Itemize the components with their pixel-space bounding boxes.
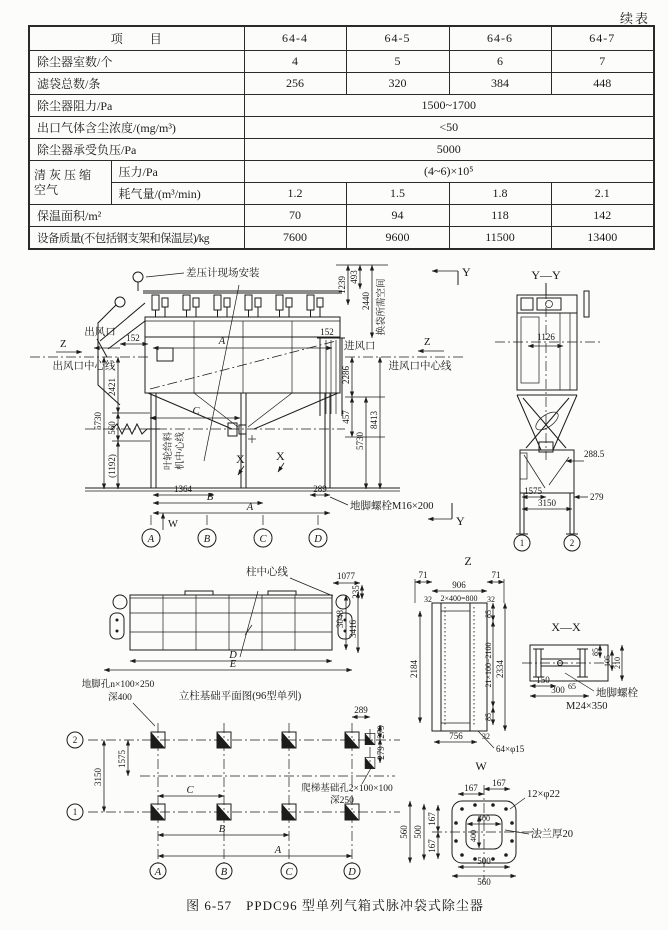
continued-table-label: 续表 [619, 11, 650, 26]
row-label: 保温面积/m² [29, 205, 244, 227]
hole-note: 64×φ15 [496, 744, 525, 754]
main-elevation-view [30, 265, 471, 547]
dim-label: 289 [354, 705, 368, 715]
dim-label: 152 [320, 327, 334, 337]
dim-label: 150 [536, 675, 550, 685]
table-cell: 4 [244, 51, 346, 73]
dim-label: 32 [487, 595, 495, 604]
table-row [29, 73, 654, 95]
table-cell: 142 [551, 205, 654, 227]
table-row [29, 51, 654, 73]
dim-label: 5730 [355, 432, 365, 450]
table-row [29, 95, 654, 117]
grid-bubble-d: D [348, 867, 356, 878]
dim-label: 289 [313, 484, 327, 494]
dim-label: 300 [551, 685, 565, 695]
dim-label: 105 [603, 655, 612, 667]
row-sublabel: 耗气量/(m³/min) [111, 183, 244, 205]
foundation-plan [67, 705, 400, 879]
hole-note: 12×φ22 [527, 789, 560, 800]
w-flange-view [399, 759, 573, 887]
dim-label: (1192) [107, 454, 117, 478]
dim-label: 32 [424, 595, 432, 604]
dim-label: 2286 [341, 366, 351, 384]
dim-label: 560 [477, 877, 491, 887]
dim-letter: A [218, 336, 226, 347]
dim-letter: C [186, 785, 194, 796]
dim-label: 1364 [174, 484, 192, 494]
anchor-hole-note: 地脚孔n×100×250 [81, 680, 155, 690]
xx-detail-view [522, 620, 638, 712]
table-cell-span: 5000 [244, 139, 654, 161]
dim-label: 1575 [117, 750, 127, 768]
dim-label: 288.5 [584, 449, 605, 459]
dim-label: 152 [126, 333, 140, 343]
table-cell: 5 [346, 51, 449, 73]
grid-bubble-2: 2 [72, 735, 78, 745]
row-label: 除尘器承受负压/Pa [29, 139, 244, 161]
dim-label: 1575 [524, 486, 542, 496]
ladder-hole-note: 深250 [330, 796, 354, 806]
group-label-line1: 清 灰 压 缩 [34, 167, 92, 182]
table-cell: 384 [449, 73, 551, 95]
dim-label: 5730 [93, 412, 103, 430]
outlet-centerline-label: 出风口中心线 [52, 361, 116, 372]
grid-bubble-2: 2 [569, 538, 575, 548]
table-cell: 118 [449, 205, 551, 227]
table-cell: 1.8 [449, 183, 551, 205]
anchor-bolt-size: M24×350 [566, 701, 608, 712]
dim-label: 21×100=2100 [484, 642, 493, 688]
table-cell: 70 [244, 205, 346, 227]
header-item: 项 目 [29, 26, 244, 51]
dim-label: 71 [491, 570, 501, 580]
grid-bubble-1: 1 [72, 807, 78, 817]
table-row [29, 161, 654, 183]
table-row [29, 139, 654, 161]
dim-label: 493 [349, 270, 359, 284]
dim-letter: C [192, 406, 200, 417]
table-row [29, 205, 654, 227]
ladder-hole-note: 爬梯基础孔2×100×100 [301, 784, 393, 794]
anchor-bolt-label: 地脚螺栓 [596, 688, 638, 699]
dim-label: 1126 [537, 332, 555, 342]
table-cell: 7600 [244, 227, 346, 250]
table-cell: 9600 [346, 227, 449, 250]
dim-label: 1239 [337, 276, 347, 294]
group-label-line2: 空气 [34, 182, 59, 197]
table-cell: 94 [346, 205, 449, 227]
view-title: Y—Y [531, 268, 561, 282]
dim-label: 235 [351, 585, 361, 599]
table-cell: 6 [449, 51, 551, 73]
figure-caption: 图 6-57 PPDC96 型单列气箱式脉冲袋式除尘器 [186, 898, 484, 913]
z-section-view [409, 554, 525, 754]
row-label: 除尘器阻力/Pa [29, 95, 244, 117]
dim-label: 32 [482, 732, 490, 741]
table-cell: 13400 [551, 227, 654, 250]
dim-label: 500 [413, 825, 423, 839]
table-row [29, 117, 654, 139]
table-cell: 256 [244, 73, 346, 95]
view-title: W [475, 759, 487, 773]
table-cell: 11500 [449, 227, 551, 250]
dim-label: 2440 [361, 292, 371, 310]
anchor-hole-note: 深400 [108, 693, 132, 703]
grid-bubble-c: C [259, 534, 267, 545]
dim-label: 400 [478, 814, 490, 823]
dim-letter: B [218, 824, 226, 835]
grid-bubble-1: 1 [519, 538, 525, 548]
dim-letter: D [229, 650, 237, 661]
anchor-bolt-label: 地脚螺栓M16×200 [350, 501, 434, 512]
dim-label: 3048 [335, 610, 345, 628]
dim-label: 85 [591, 648, 600, 656]
dim-label: 906 [452, 580, 466, 590]
axis-z-left-label: Z [60, 339, 67, 350]
dim-label: 279 [590, 492, 604, 502]
row-sublabel: 压力/Pa [111, 161, 244, 183]
gauge-note-label: 差压计现场安装 [186, 268, 260, 279]
dim-label: 3416 [348, 620, 358, 638]
dim-label: 65 [568, 682, 576, 691]
table-cell: 2.1 [551, 183, 654, 205]
header-64-5: 64-5 [346, 26, 449, 51]
feeder-centerline-label: 叶轮给料 [164, 431, 174, 471]
table-cell: 320 [346, 73, 449, 95]
roof-plan-view [82, 565, 362, 726]
row-group-label [29, 161, 111, 205]
dim-label: 2421 [107, 378, 117, 396]
grid-bubble-a: A [147, 534, 155, 545]
dim-label: 210 [613, 657, 622, 669]
engineering-drawing [0, 245, 668, 930]
dim-label: 2×400=800 [440, 594, 478, 603]
dim-label: 71 [418, 570, 428, 580]
feeder-centerline-label: 机中心线 [176, 431, 186, 471]
table-header-row [29, 26, 654, 51]
dim-label: 85 [484, 610, 493, 618]
header-64-7: 64-7 [551, 26, 654, 51]
table-cell: 7 [551, 51, 654, 73]
grid-bubble-a: A [154, 867, 162, 878]
table-cell-span: <50 [244, 117, 654, 139]
table-cell-span: (4~6)×10⁵ [244, 161, 654, 183]
dim-label: 279 [376, 746, 386, 760]
dim-label: 400 [469, 830, 478, 842]
dim-label: 167 [464, 783, 478, 793]
plan-title: 立柱基础平面图(96型单列) [178, 691, 302, 702]
section-yy-view [495, 268, 605, 551]
view-title: X—X [551, 620, 581, 634]
inlet-centerline-label: 进风口中心线 [388, 361, 452, 372]
table-cell: 1.5 [346, 183, 449, 205]
flange-note: 法兰厚20 [531, 829, 573, 840]
dim-label: 560 [107, 421, 117, 435]
dim-label: 167 [427, 839, 437, 853]
inlet-label: 进风口 [344, 341, 376, 352]
row-label: 出口气体含尘浓度/(mg/m³) [29, 117, 244, 139]
dim-letter: B [206, 492, 214, 503]
bag-space-note: 换袋所需空间 [377, 278, 387, 336]
dim-label: 167 [427, 812, 437, 826]
axis-w-label: W [168, 519, 178, 530]
dim-letter: A [274, 845, 282, 856]
dim-label: 2184 [409, 660, 419, 678]
row-label: 设备质量(不包括钢支架和保温层)/kg [29, 227, 244, 250]
table-cell: 1.2 [244, 183, 346, 205]
column-centerline-label: 柱中心线 [246, 567, 288, 578]
row-label: 除尘器室数/个 [29, 51, 244, 73]
dim-label: 85 [484, 713, 493, 721]
table-row [29, 183, 654, 205]
dim-label: 3150 [538, 498, 556, 508]
table-cell: 448 [551, 73, 654, 95]
section-mark-x: X [236, 452, 245, 466]
axis-y-bottom-label: Y [456, 514, 465, 528]
dim-label: 1077 [337, 571, 355, 581]
dim-label: 8413 [369, 411, 379, 429]
table-cell-span: 1500~1700 [244, 95, 654, 117]
dim-letter: A [246, 502, 254, 513]
grid-bubble-d: D [314, 534, 322, 545]
dim-label: 3150 [93, 768, 103, 786]
grid-bubble-b: B [203, 534, 211, 545]
section-mark-x: X [276, 449, 285, 463]
row-label: 滤袋总数/条 [29, 73, 244, 95]
view-title: Z [464, 554, 472, 568]
axis-z-right-label: Z [424, 337, 431, 348]
dim-label: 756 [449, 731, 463, 741]
dim-label: 457 [341, 410, 351, 424]
outlet-label: 出风口 [84, 327, 116, 338]
grid-bubble-c: C [285, 867, 293, 878]
dim-label: 2334 [495, 660, 505, 678]
axis-y-top-label: Y [462, 265, 471, 279]
header-64-6: 64-6 [449, 26, 551, 51]
dim-label: 500 [477, 856, 491, 866]
dim-label: 167 [492, 778, 506, 788]
dim-label: 560 [399, 825, 409, 839]
dim-label: 279 [376, 725, 386, 739]
spec-table [28, 25, 655, 250]
dim-letter: E [229, 659, 237, 670]
header-64-4: 64-4 [244, 26, 346, 51]
grid-bubble-b: B [220, 867, 228, 878]
